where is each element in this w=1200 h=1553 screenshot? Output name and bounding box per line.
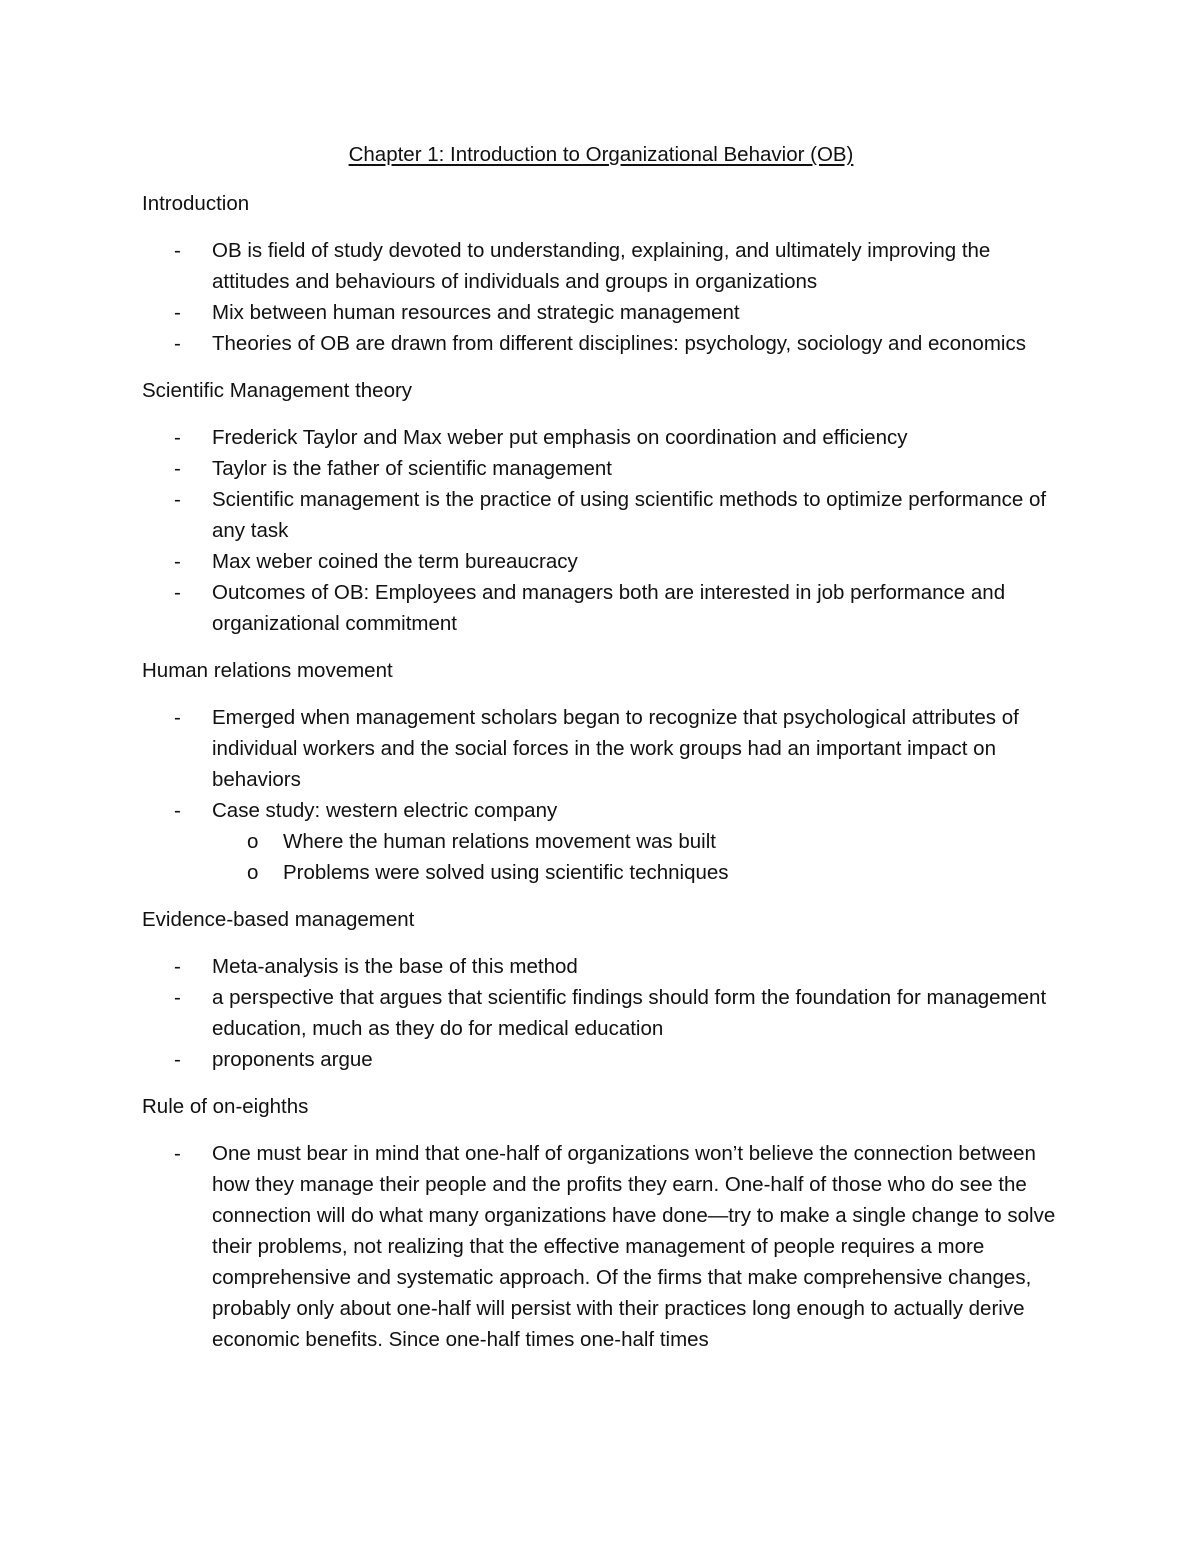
list-item: - Outcomes of OB: Employees and managers both are interested in job performance and organizational commitment [174, 581, 1006, 635]
section-heading-introduction: Introduction [142, 192, 250, 215]
section-heading-human-relations: Human relations movement [142, 659, 393, 682]
section-heading-rule-of-one-eighths: Rule of on-eighths [142, 1095, 309, 1118]
list-item: - One must bear in mind that one-half of organizations won’t believe the connection between how they manage their people and the profits they earn. One-half of those who do see the connection will do what many organizations have done—try to make a single change to solve their problems, not realizing that the effective management of people requires a more comprehensive and systematic approach. Of the firms that make comprehensive changes, probably only about one-half will persist with their practices long enough to actually derive economic benefits. Since one-half times one-half times [174, 1142, 1056, 1351]
list-item: - Max weber coined the term bureaucracy [174, 550, 578, 573]
list-item: - Taylor is the father of scientific management [174, 457, 612, 480]
section-heading-evidence-based: Evidence-based management [142, 908, 415, 931]
sub-list-item: o Problems were solved using scientific techniques [247, 861, 729, 884]
bullet-list-rule-of-one-eighths [142, 1138, 1060, 1355]
bullet-list-introduction [142, 235, 1060, 359]
list-item: - Case study: western electric company o Where the human relations movement was built o Problems were solved using scientific techniques [142, 795, 1060, 888]
list-item: - Scientific management is the practice of using scientific methods to optimize performance of any task [174, 488, 1047, 542]
bullet-list-evidence-based [142, 951, 1060, 1075]
bullet-list-scientific-management [142, 422, 1060, 639]
list-item: - Theories of OB are drawn from different disciplines: psychology, sociology and economics [174, 332, 1026, 355]
sub-list-item: o Where the human relations movement was built [247, 830, 716, 853]
list-item: - Frederick Taylor and Max weber put emphasis on coordination and efficiency [174, 426, 908, 449]
list-item: - OB is field of study devoted to understanding, explaining, and ultimately improving the attitudes and behaviours of individuals and groups in organizations [174, 239, 991, 293]
page-title: Chapter 1: Introduction to Organizational Behavior (OB) [348, 143, 854, 166]
list-item: - Meta-analysis is the base of this method [174, 955, 578, 978]
section-heading-scientific-management: Scientific Management theory [142, 379, 413, 402]
list-item: - proponents argue [174, 1048, 373, 1071]
list-item: - a perspective that argues that scientific findings should form the foundation for management education, much as they do for medical education [174, 986, 1047, 1040]
list-item: - Emerged when management scholars began to recognize that psychological attributes of individual workers and the social forces in the work groups had an important impact on behaviors [174, 706, 1019, 791]
bullet-list-human-relations [142, 702, 1060, 888]
sub-bullet-list [212, 826, 1060, 888]
list-item: - Mix between human resources and strategic management [174, 301, 740, 324]
